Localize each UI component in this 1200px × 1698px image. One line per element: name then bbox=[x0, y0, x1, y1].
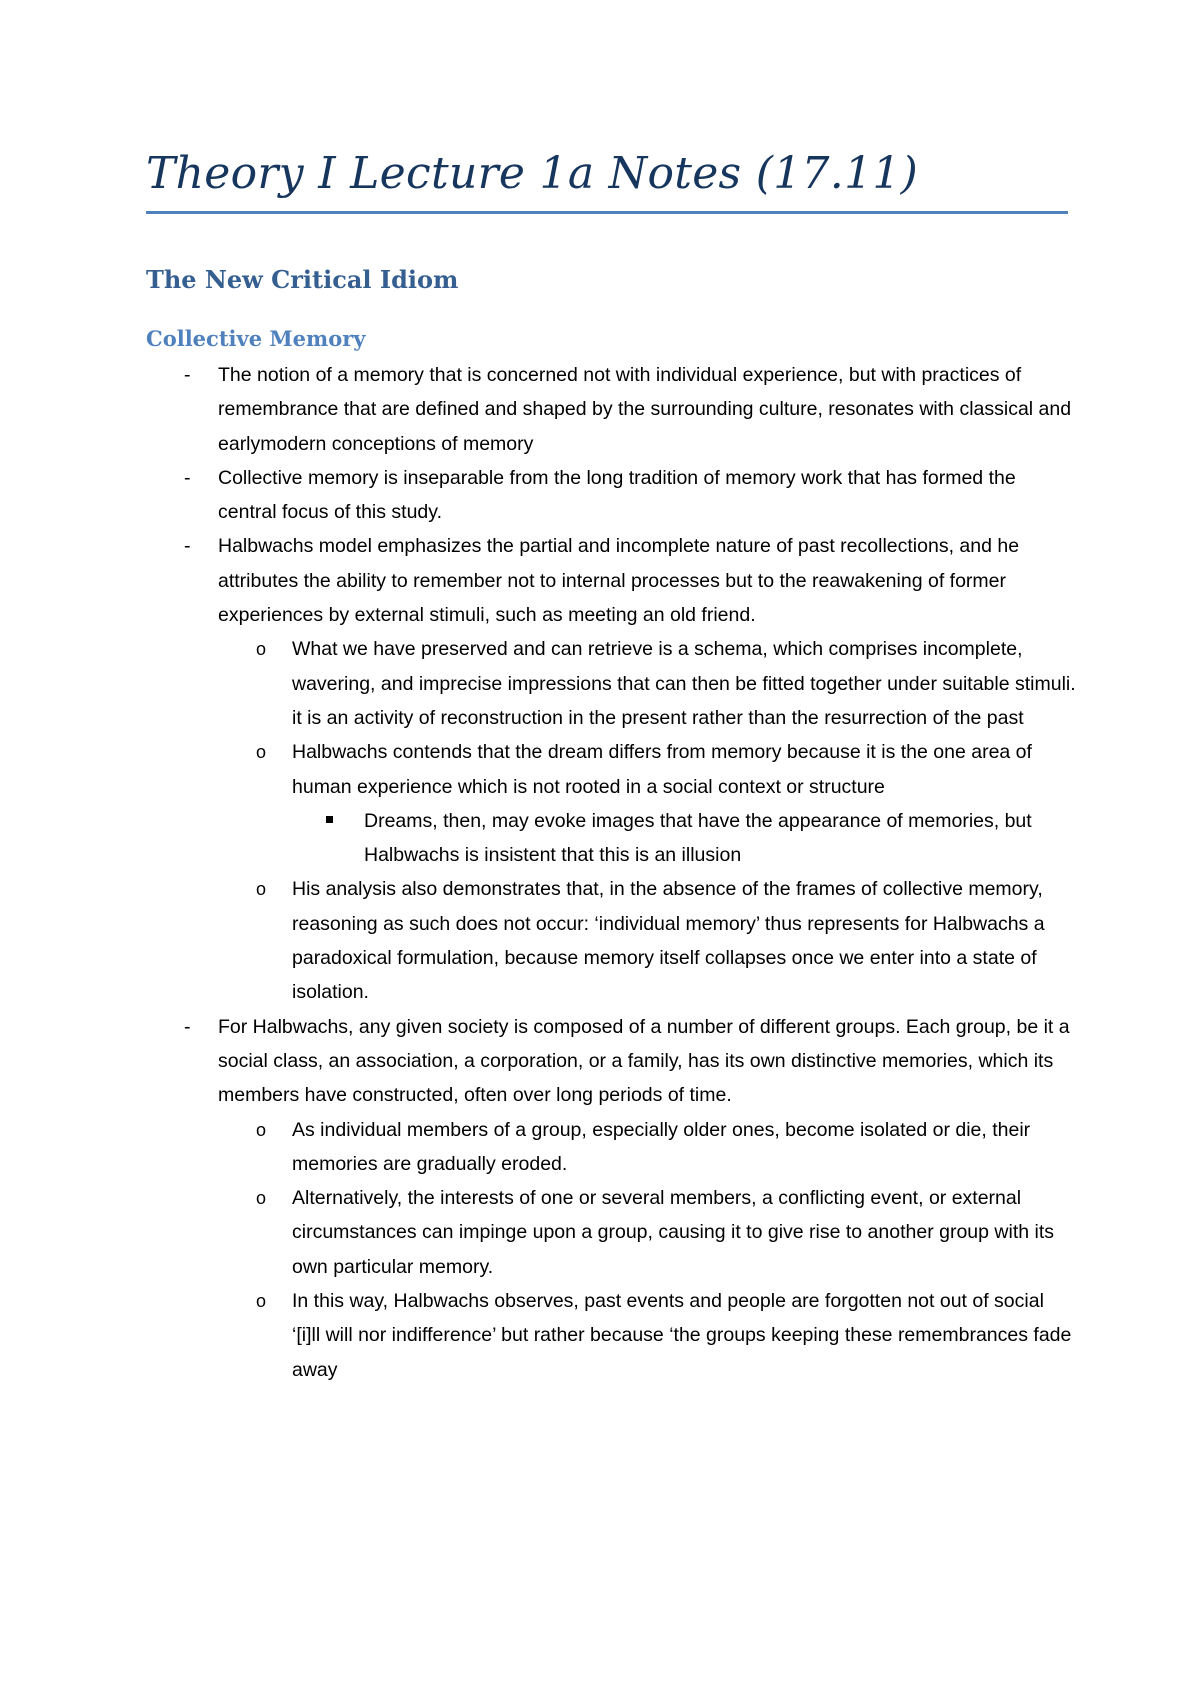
circle-bullet: o bbox=[256, 879, 267, 900]
circle-bullet: o bbox=[256, 1291, 267, 1312]
title-underline bbox=[146, 211, 1068, 214]
notes-list bbox=[146, 358, 1076, 1387]
document-title: Theory I Lecture 1a Notes (17.11) bbox=[146, 148, 919, 199]
list-item-text: Alternatively, the interests of one or several members, a conflicting event, or external circumstances can impinge upon a group, causing it to give rise to another group with its own particular memory. bbox=[292, 1187, 1054, 1278]
circle-bullet: o bbox=[256, 1188, 267, 1209]
list-item bbox=[146, 358, 1076, 461]
sub-list-item bbox=[146, 1113, 1076, 1182]
dash-bullet: - bbox=[184, 1015, 191, 1038]
list-item bbox=[146, 529, 1076, 632]
sub-list-item bbox=[146, 1284, 1076, 1387]
heading-collective-memory: Collective Memory bbox=[146, 326, 366, 351]
list-item bbox=[146, 1010, 1076, 1113]
list-item-text: The notion of a memory that is concerned not with individual experience, but with practices of remembrance that are defined and shaped by the surrounding culture, resonates with classical and earlymodern conceptions of memory bbox=[218, 364, 1072, 455]
list-item-text: In this way, Halbwachs observes, past events and people are forgotten not out of social ‘[i]ll will nor indifference’ but rather because ‘the groups keeping these remembrances fade away bbox=[292, 1290, 1072, 1381]
list-item-text: For Halbwachs, any given society is composed of a number of different groups. Each group, be it a social class, an association, a corporation, or a family, has its own distinctive memories, which its members have constructed, often over long periods of time. bbox=[218, 1015, 1070, 1107]
dash-bullet: - bbox=[184, 364, 191, 386]
list-item-text: His analysis also demonstrates that, in the absence of the frames of collective memory, reasoning as such does not occur: ‘individual memory’ thus represents for Halbwachs a paradoxical formulation, because memory itself collapses once we enter into a state of isolation. bbox=[292, 878, 1045, 1004]
list-item-text: Dreams, then, may evoke images that have the appearance of memories, but Halbwachs is insistent that this is an illusion bbox=[364, 809, 1032, 867]
list-item bbox=[146, 461, 1076, 530]
sub-list-item bbox=[146, 735, 1076, 804]
list-item-text: As individual members of a group, especially older ones, become isolated or die, their memories are gradually eroded. bbox=[292, 1118, 1031, 1175]
dash-bullet: - bbox=[184, 535, 191, 558]
dash-bullet: - bbox=[184, 466, 191, 489]
circle-bullet: o bbox=[256, 742, 267, 763]
sub-list-item bbox=[146, 1181, 1076, 1284]
sub-list-item bbox=[146, 872, 1076, 1009]
circle-bullet: o bbox=[256, 1119, 267, 1140]
sub-list-item bbox=[146, 632, 1076, 735]
square-bullet-icon bbox=[326, 804, 333, 838]
list-item-text: Collective memory is inseparable from the long tradition of memory work that has formed the central focus of this study. bbox=[218, 466, 1016, 524]
list-item-text: Halbwachs contends that the dream differs from memory because it is the one area of human experience which is not rooted in a social context or structure bbox=[292, 741, 1032, 798]
list-item-text: What we have preserved and can retrieve is a schema, which comprises incomplete, wavering, and imprecise impressions that can then be fitted together under suitable stimuli. it is an activity of reconstruction in the present rather than the resurrection of the past bbox=[292, 638, 1076, 729]
circle-bullet: o bbox=[256, 639, 267, 660]
list-item-text: Halbwachs model emphasizes the partial and incomplete nature of past recollections, and he attributes the ability to remember not to internal processes but to the reawakening of former experiences by external stimuli, such as meeting an old friend. bbox=[218, 535, 1020, 627]
sub-sub-list-item bbox=[146, 804, 1076, 873]
heading-new-critical-idiom: The New Critical Idiom bbox=[146, 265, 459, 294]
